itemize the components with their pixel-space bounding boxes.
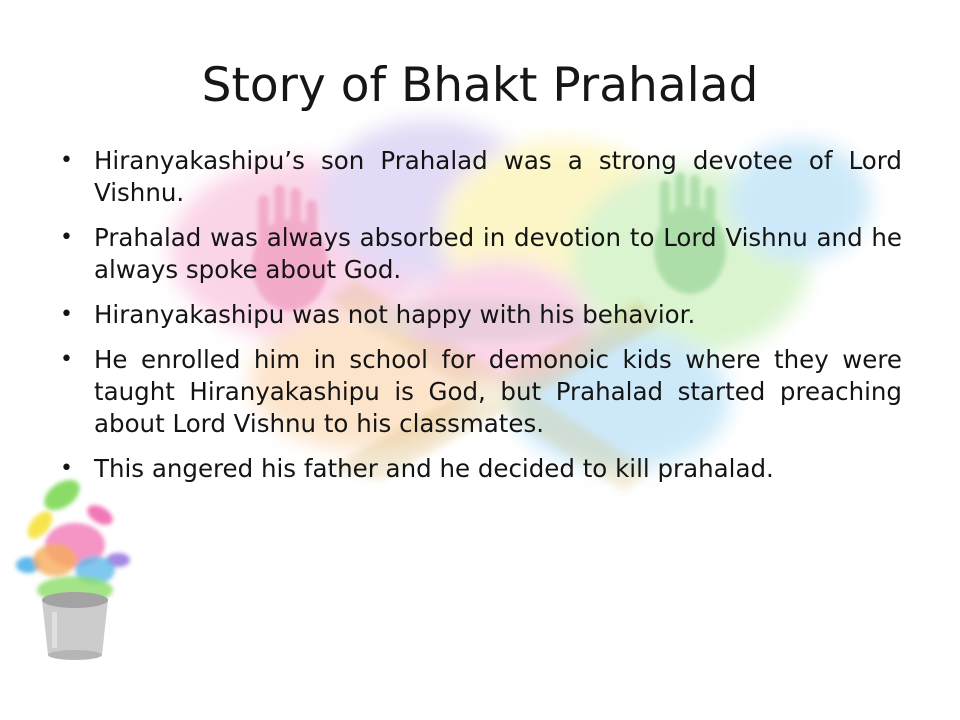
color-bucket-illustration xyxy=(16,474,130,660)
bullet-item xyxy=(60,222,902,286)
bullet-item xyxy=(60,299,902,331)
bullet-list xyxy=(60,145,902,498)
bullet-text: Hiranyakashipu’s son Prahalad was a strong devotee of Lord Vishnu. xyxy=(94,146,902,207)
bullet-item xyxy=(60,145,902,209)
bullet-dot-icon: • xyxy=(60,302,73,327)
slide-title: Story of Bhakt Prahalad xyxy=(201,58,759,113)
bullet-text: Hiranyakashipu was not happy with his behavior. xyxy=(94,300,696,329)
bullet-dot-icon: • xyxy=(60,456,73,481)
bullet-item xyxy=(60,344,902,440)
bullet-dot-icon: • xyxy=(60,148,73,173)
bullet-dot-icon: • xyxy=(60,347,73,372)
bullet-text: He enrolled him in school for demonoic kids where they were taught Hiranyakashipu is God, but Prahalad started preaching about Lord Vishnu to his classmates. xyxy=(94,345,902,438)
bullet-item xyxy=(60,453,902,485)
bullet-text: Prahalad was always absorbed in devotion to Lord Vishnu and he always spoke about God. xyxy=(94,223,902,284)
bullet-dot-icon: • xyxy=(60,225,73,250)
bullet-text: This angered his father and he decided to kill prahalad. xyxy=(94,454,774,483)
